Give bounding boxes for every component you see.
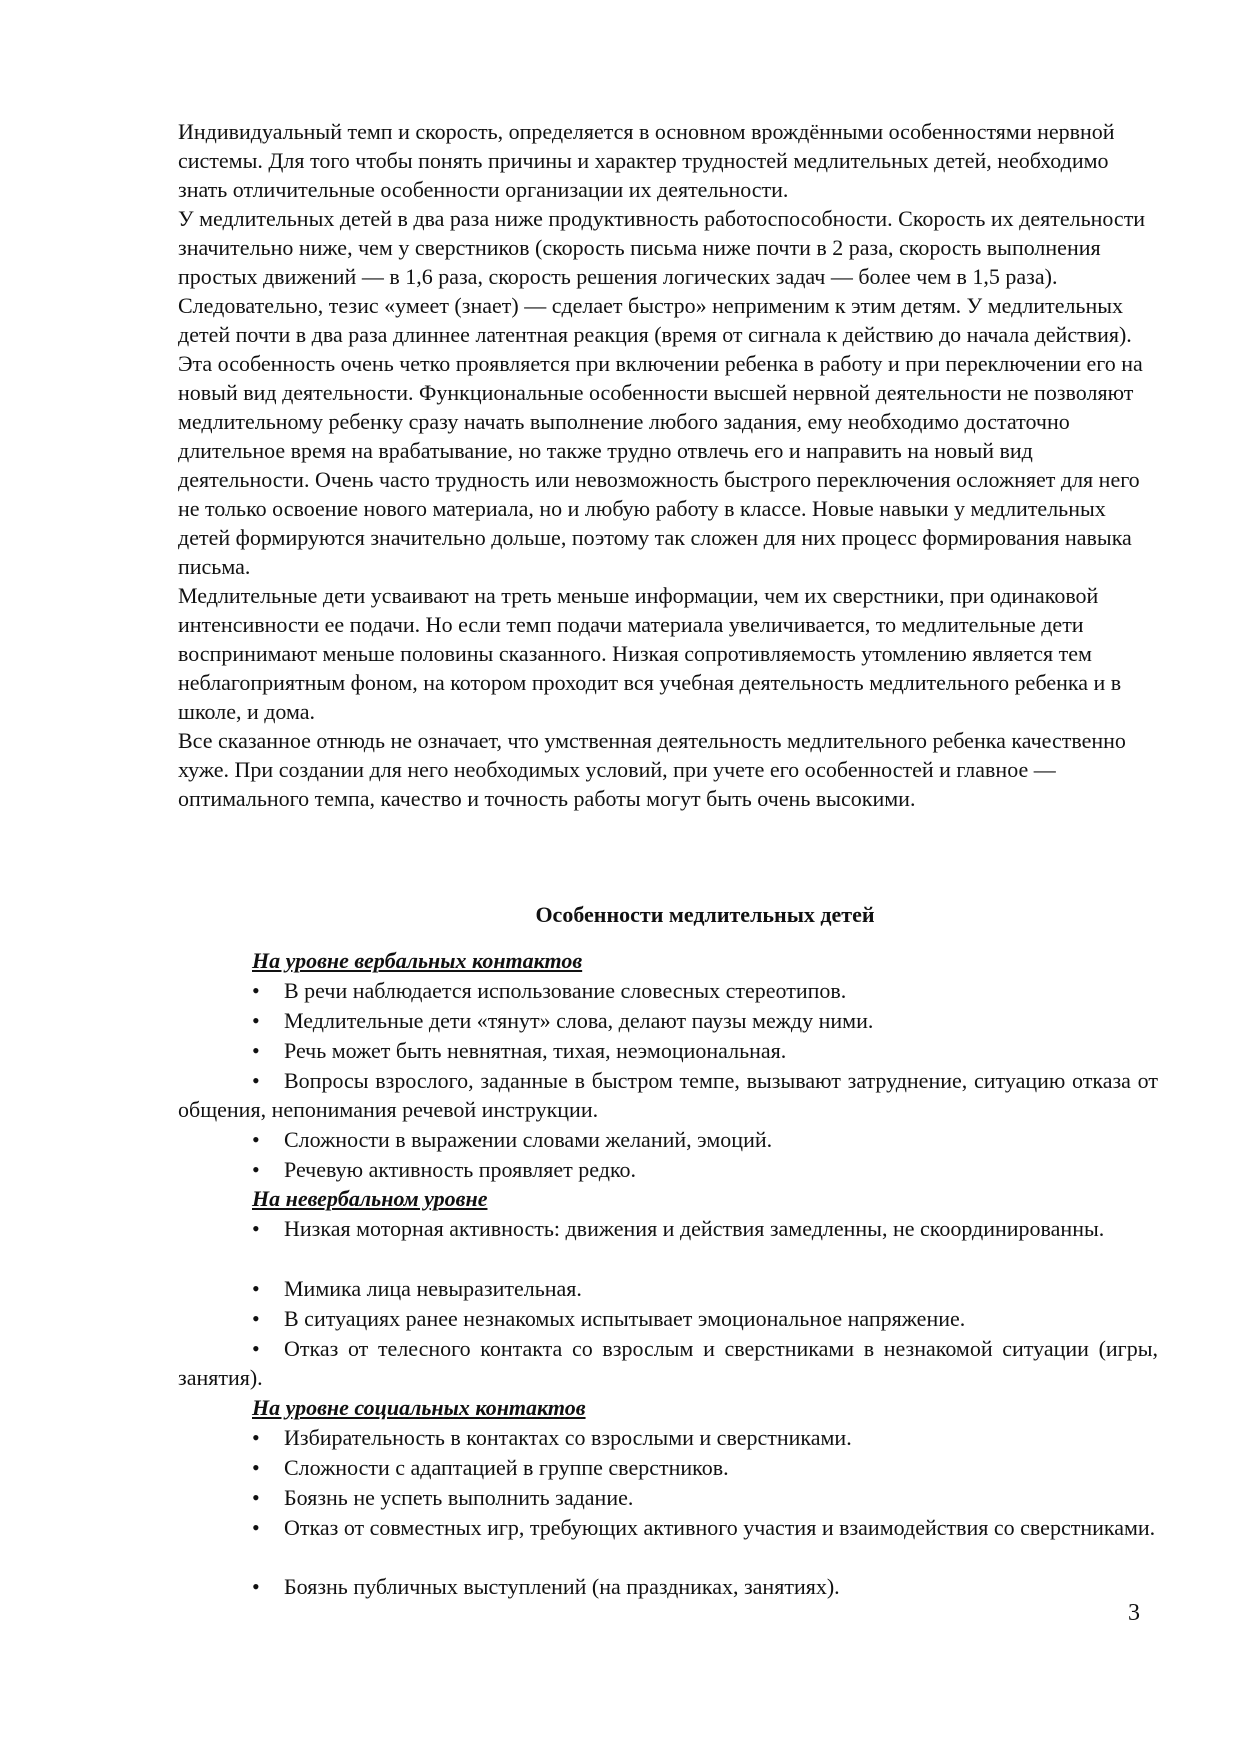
bullet-icon: • [252, 1068, 260, 1093]
intro-paragraph: Медлительные дети усваивают на треть меньше информации, чем их сверстники, при одинаковой интенсивности ее подачи. Но если темп подачи материала увеличивается, то медлительные дети воспринимают меньше половины сказанного. Низкая сопротивляемость утомлению является тем неблагоприятным фоном, на котором проходит вся учебная деятельность медлительного ребенка и в школе, и дома. [178, 583, 1122, 724]
bullet-icon: • [252, 1425, 260, 1450]
intro-text [178, 117, 1162, 813]
intro-paragraph: Индивидуальный темп и скорость, определяется в основном врождёнными особенностями нервной системы. Для того чтобы понять причины и характер трудностей медлительных детей, необходимо знать отличительные особенности организации их деятельности. [178, 119, 1115, 202]
list-item: • Боязнь публичных выступлений (на праздниках, занятиях). [252, 1574, 840, 1599]
list-item: • Речь может быть невнятная, тихая, неэмоциональная. [252, 1038, 787, 1063]
bullet-icon: • [252, 1306, 260, 1331]
list-item: • Речевую активность проявляет редко. [252, 1157, 637, 1182]
bullet-icon: • [252, 1008, 260, 1033]
bullet-icon: • [252, 1336, 260, 1361]
group-heading-verbal: На уровне вербальных контактов [252, 948, 583, 973]
list-item: • Сложности в выражении словами желаний, эмоций. [252, 1127, 773, 1152]
bullet-icon: • [252, 1216, 260, 1241]
bullet-icon: • [252, 1157, 260, 1182]
list-item: • Избирательность в контактах со взрослыми и сверстниками. [252, 1425, 852, 1450]
list-item: • Отказ от совместных игр, требующих активного участия и взаимодействия со сверстниками. [252, 1515, 1156, 1540]
bullet-icon: • [252, 978, 260, 1003]
list-item: • Боязнь не успеть выполнить задание. [252, 1485, 634, 1510]
list-item: • В ситуациях ранее незнакомых испытывает эмоциональное напряжение. [252, 1306, 966, 1331]
page-number: 3 [1128, 1600, 1140, 1626]
bullet-icon: • [252, 1455, 260, 1480]
bullet-icon: • [252, 1574, 260, 1599]
list-item: • В речи наблюдается использование словесных стереотипов. [252, 978, 847, 1003]
bullet-icon: • [252, 1127, 260, 1152]
group-heading-nonverbal: На невербальном уровне [252, 1186, 488, 1211]
list-item: • Отказ от телесного контакта со взрослым и сверстниками в незнакомой ситуации (игры, занятия). [178, 1336, 1158, 1390]
group-heading-social: На уровне социальных контактов [252, 1395, 586, 1420]
bullet-icon: • [252, 1515, 260, 1540]
list-item: • Низкая моторная активность: движения и действия замедленны, не скоординированны. [252, 1216, 1105, 1241]
section-title: Особенности медлительных детей [535, 902, 875, 927]
list-item: • Вопросы взрослого, заданные в быстром темпе, вызывают затруднение, ситуацию отказа от общения, непонимания речевой инструкции. [178, 1068, 1158, 1122]
bullet-icon: • [252, 1485, 260, 1510]
bullet-icon: • [252, 1276, 260, 1301]
intro-paragraph: Все сказанное отнюдь не означает, что умственная деятельность медлительного ребенка качественно хуже. При создании для него необходимых условий, при учете его особенностей и главное — оптимального темпа, качество и точность работы могут быть очень высокими. [178, 728, 1126, 811]
intro-paragraph: У медлительных детей в два раза ниже продуктивность работоспособности. Скорость их деятельности значительно ниже, чем у сверстников (скорость письма ниже почти в 2 раза, скорость выполнения простых движений — в 1,6 раза, скорость решения логических задач — более чем в 1,5 раза). Следовательно, тезис «умеет (знает) — сделает быстро» неприменим к этим детям. У медлительных детей почти в два раза длиннее латентная реакция (время от сигнала к действию до начала действия). Эта особенность очень четко проявляется при включении ребенка в работу и при переключении его на новый вид деятельности. Функциональные особенности высшей нервной деятельности не позволяют медлительному ребенку сразу начать выполнение любого задания, ему необходимо достаточно длительное время на врабатывание, но также трудно отвлечь его и направить на новый вид деятельности. Очень часто трудность или невозможность быстрого переключения осложняет для него не только освоение нового материала, но и любую работу в классе. Новые навыки у медлительных детей формируются значительно дольше, поэтому так сложен для них процесс формирования навыка письма. [178, 206, 1146, 579]
list-item: • Сложности с адаптацией в группе сверстников. [252, 1455, 729, 1480]
bullet-icon: • [252, 1038, 260, 1063]
list-item: • Медлительные дети «тянут» слова, делают паузы между ними. [252, 1008, 874, 1033]
list-item: • Мимика лица невыразительная. [252, 1276, 582, 1301]
